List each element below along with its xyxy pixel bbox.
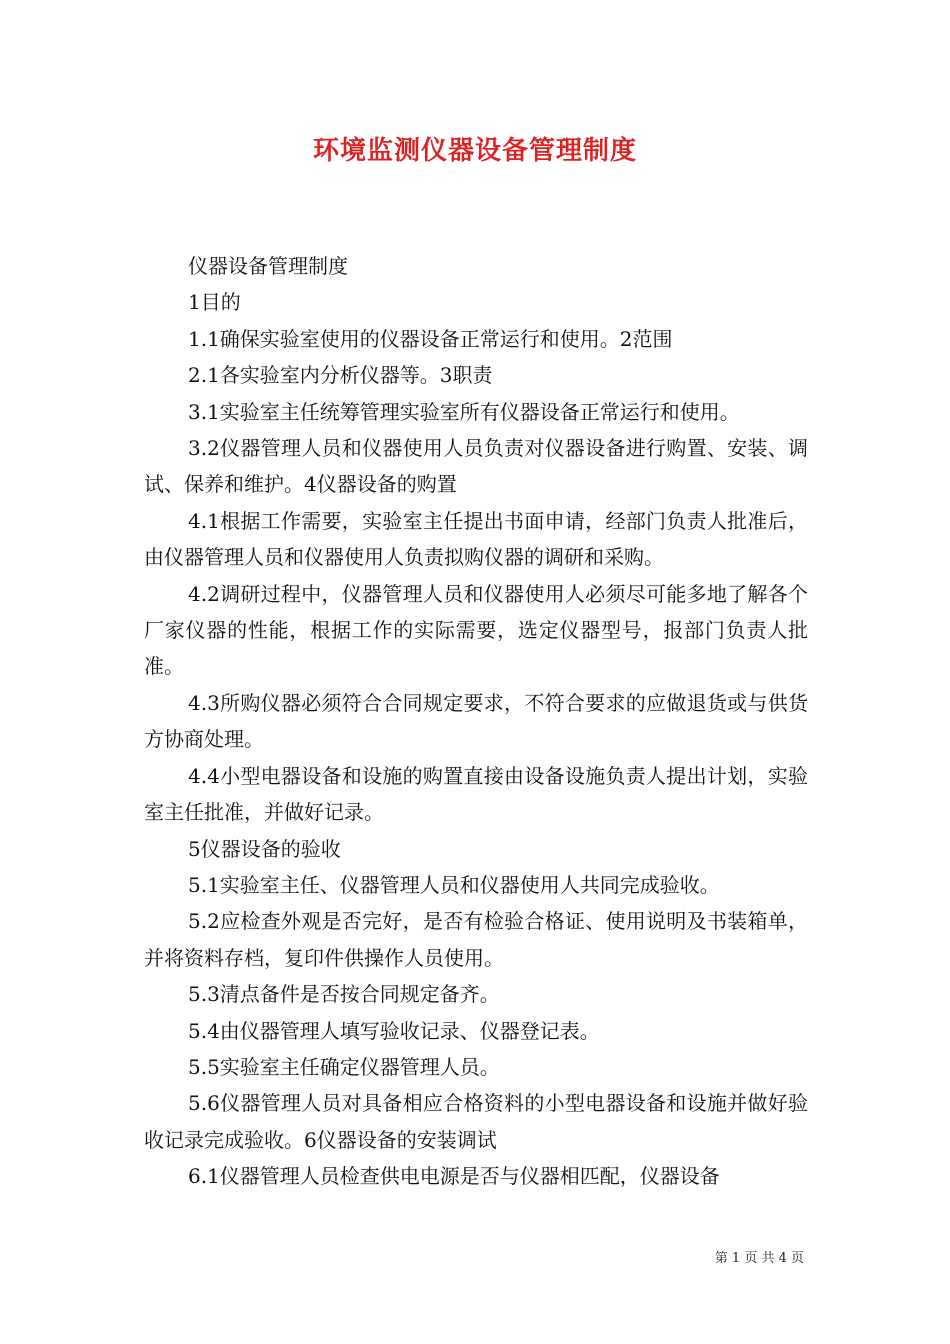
paragraph: 3.2仪器管理人员和仪器使用人员负责对仪器设备进行购置、安装、调试、保养和维护。4仪器设备的购置 (144, 436, 808, 497)
paragraph: 5.5实验室主任确定仪器管理人员。 (188, 1054, 500, 1079)
page-number-footer: 第 1 页 共 4 页 (714, 1251, 804, 1266)
paragraph: 1.1确保实验室使用的仪器设备正常运行和使用。2范围 (188, 326, 673, 351)
paragraph: 4.1根据工作需要，实验室主任提出书面申请，经部门负责人批准后，由仪器管理人员和仪器使用人负责拟购仪器的调研和采购。 (144, 508, 808, 570)
paragraph: 5.4由仪器管理人填写验收记录、仪器登记表。 (188, 1018, 600, 1043)
paragraph: 4.4小型电器设备和设施的购置直接由设备设施负责人提出计划，实验室主任批准，并做好记录。 (144, 763, 808, 825)
paragraph: 5.1实验室主任、仪器管理人员和仪器使用人共同完成验收。 (188, 872, 720, 897)
paragraph: 5.2应检查外观是否完好，是否有检验合格证、使用说明及书装箱单，并将资料存档，复印件供操作人员使用。 (144, 909, 808, 970)
paragraph: 6.1仪器管理人员检查供电电源是否与仪器相匹配，仪器设备 (188, 1164, 720, 1189)
paragraph: 3.1实验室主任统筹管理实验室所有仪器设备正常运行和使用。 (188, 399, 740, 424)
paragraph: 1目的 (188, 290, 241, 315)
paragraph: 仪器设备管理制度 (188, 254, 348, 278)
document-body (144, 248, 808, 1195)
paragraph: 4.3所购仪器必须符合合同规定要求，不符合要求的应做退货或与供货方协商处理。 (144, 690, 808, 752)
paragraph: 5仪器设备的验收 (188, 836, 341, 861)
document-title: 环境监测仪器设备管理制度 (312, 136, 637, 166)
paragraph: 2.1各实验室内分析仪器等。3职责 (188, 363, 493, 388)
paragraph: 5.3清点备件是否按合同规定备齐。 (188, 982, 500, 1007)
paragraph: 4.2调研过程中，仪器管理人员和仪器使用人必须尽可能多地了解各个厂家仪器的性能，根据工作的实际需要，选定仪器型号，报部门负责人批准。 (144, 581, 808, 679)
paragraph: 5.6仪器管理人员对具备相应合格资料的小型电器设备和设施并做好验收记录完成验收。6仪器设备的安装调试 (144, 1091, 808, 1152)
